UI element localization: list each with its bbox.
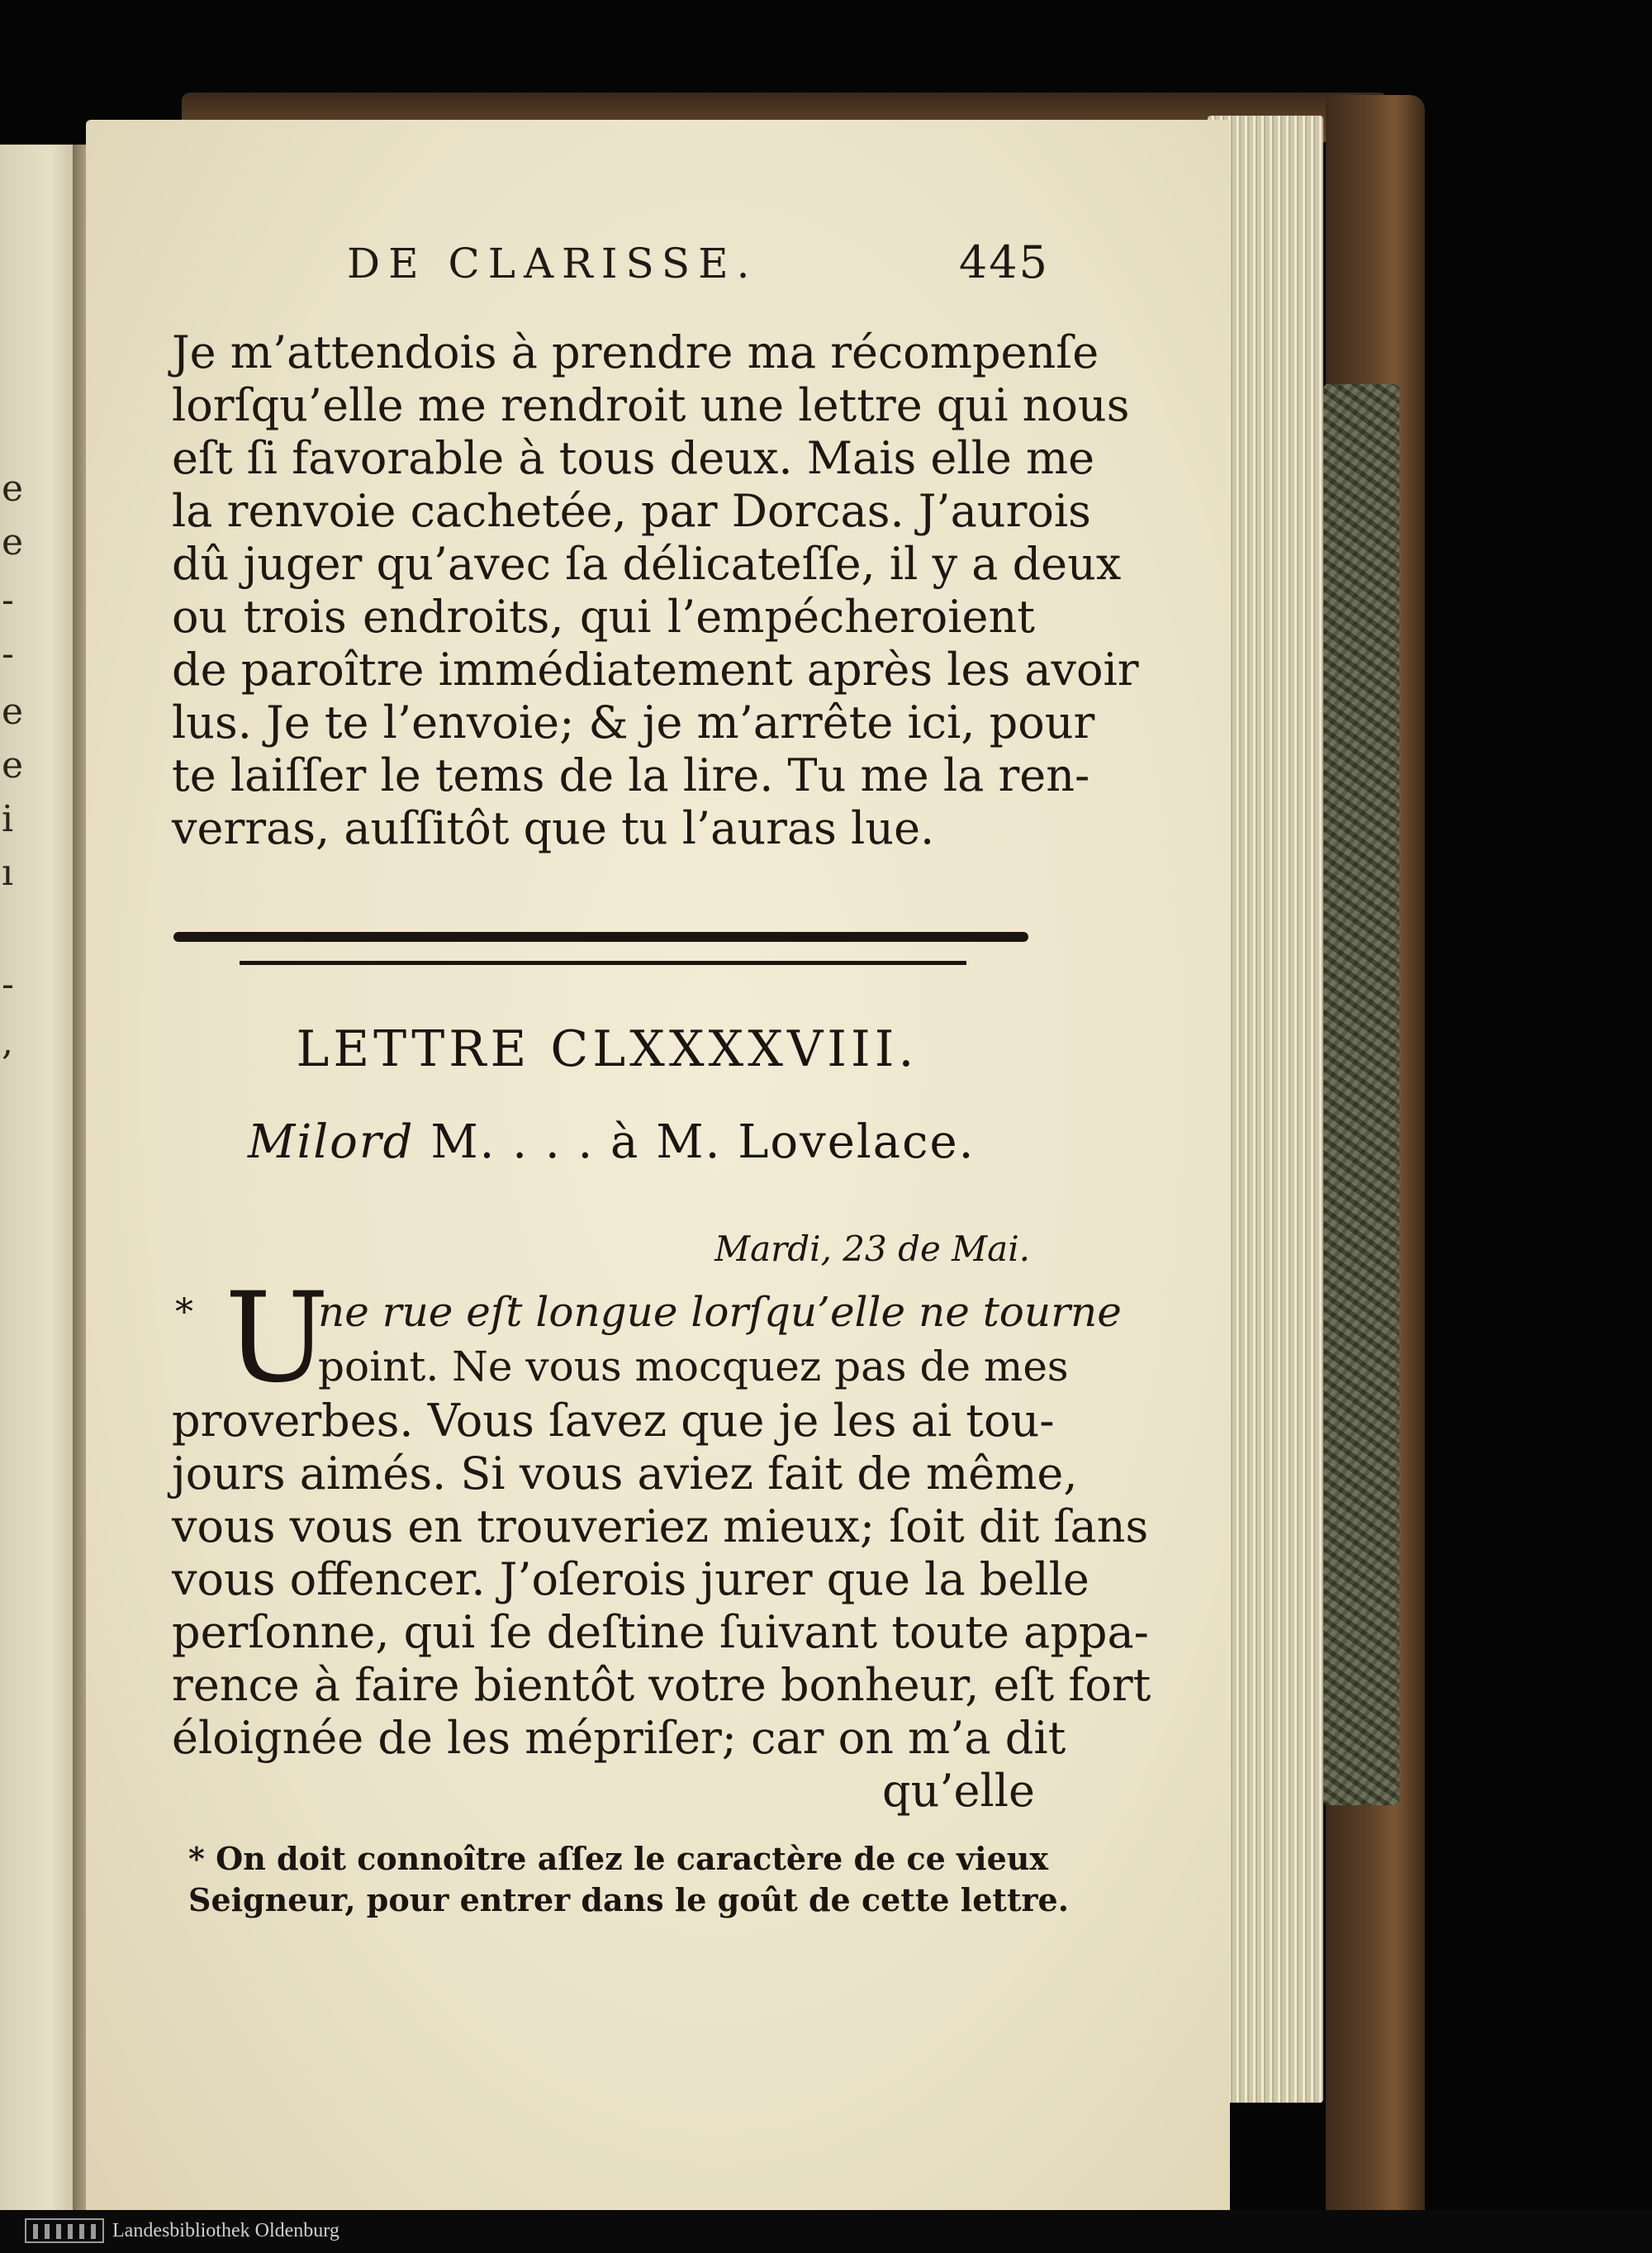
paragraph-1	[172, 326, 1139, 855]
running-head	[347, 236, 1066, 297]
left-letter: -	[2, 633, 14, 675]
left-letter: -	[2, 963, 14, 1005]
letter-addressee	[248, 1115, 991, 1169]
text-line: rence à faire bientôt votre bonheur, eſt fort	[172, 1659, 1151, 1711]
footnote	[188, 1838, 1069, 1921]
text-line: de paroître immédiatement après les avoir	[172, 644, 1139, 696]
thick-rule	[173, 932, 1028, 942]
text-line: lorſqu’elle me rendroit une lettre qui nous	[172, 379, 1130, 431]
footnote-line: * On doit connoître aſſez le caractère de ce vieux	[188, 1840, 1049, 1877]
thin-rule	[240, 961, 966, 965]
catchword: qu’elle	[882, 1765, 1035, 1817]
left-page-fragment	[0, 145, 75, 2227]
left-letter: e	[2, 744, 24, 787]
text-line: te laiſſer le tems de la lire. Tu me la ren-	[172, 749, 1090, 801]
left-letter: -	[2, 579, 14, 621]
library-logo-icon	[25, 2218, 104, 2243]
running-head-title: DE CLARISSE.	[347, 240, 758, 288]
text-line: dû juger qu’avec ſa délicateſſe, il y a deux	[172, 538, 1122, 590]
paragraph-2-indented	[318, 1285, 1122, 1394]
addressee-text: M. . . . à M. Lovelace.	[430, 1115, 976, 1169]
footnote-line: Seigneur, pour entrer dans le goût de cette lettre.	[188, 1881, 1069, 1918]
text-line: point. Ne vous mocquez pas de mes	[318, 1343, 1069, 1390]
text-line: vous offencer. J’oſerois jurer que la belle	[172, 1553, 1089, 1605]
text-line: proverbes. Vous ſavez que je les ai tou-	[172, 1395, 1055, 1447]
letter-dateline: Mardi, 23 de Mai.	[714, 1229, 1030, 1269]
marbled-cover	[1323, 384, 1399, 1805]
drop-cap: U	[225, 1267, 330, 1410]
left-letter: i	[2, 798, 14, 840]
text-line: perſonne, qui ſe deſtine ſuivant toute appa-	[172, 1606, 1149, 1658]
footnote-marker: *	[175, 1291, 193, 1333]
text-line: jours aimés. Si vous aviez fait de même,	[172, 1447, 1078, 1500]
text-line: lus. Je te l’envoie; & je m’arrête ici, pour	[172, 696, 1095, 749]
letter-title: LETTRE CLXXXXVIII.	[296, 1020, 919, 1078]
text-line: la renvoie cachetée, par Dorcas. J’aurois	[172, 485, 1091, 537]
footer-bar	[0, 2210, 1652, 2253]
addressee-italic: Milord	[248, 1115, 415, 1169]
text-line: verras, auſſitôt que tu l’auras lue.	[172, 802, 935, 854]
text-line: eſt ſi favorable à tous deux. Mais elle me	[172, 432, 1095, 484]
text-line: vous vous en trouveriez mieux; ſoit dit ſans	[172, 1500, 1149, 1552]
left-letter: e	[2, 468, 24, 510]
left-letter: ı	[2, 852, 14, 894]
left-letter: ,	[2, 1021, 13, 1063]
left-letter: e	[2, 691, 24, 733]
library-name: Landesbibliothek Oldenburg	[112, 2220, 339, 2241]
text-line: ne rue eſt longue lorſqu’elle ne tourne	[318, 1288, 1122, 1336]
text-line: éloignée de les mépriſer; car on m’a dit	[172, 1712, 1066, 1764]
text-line: Je m’attendois à prendre ma récompenſe	[172, 326, 1099, 378]
paragraph-2	[172, 1395, 1151, 1818]
left-letter: e	[2, 521, 24, 563]
text-line: ou trois endroits, qui l’empécheroient	[172, 591, 1035, 643]
page-number: 445	[958, 236, 1049, 288]
